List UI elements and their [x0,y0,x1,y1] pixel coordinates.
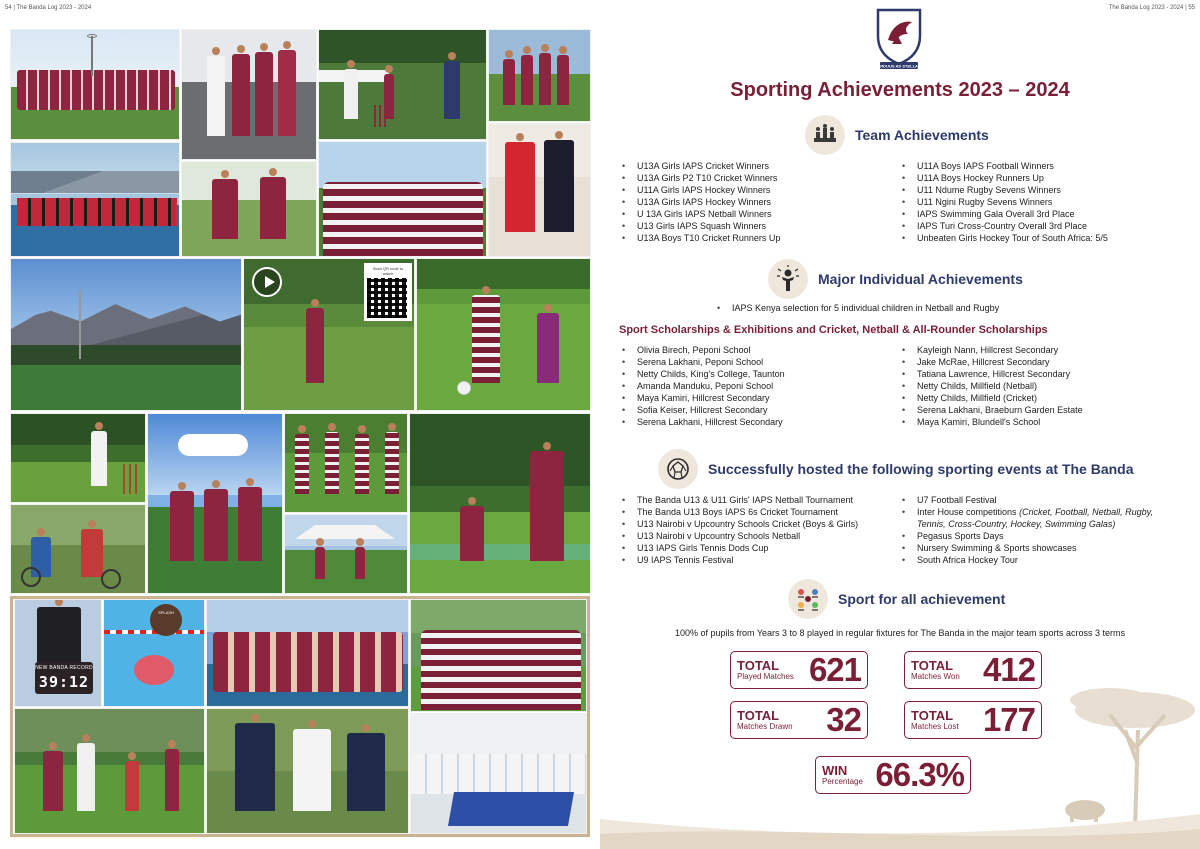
list-item-inter-house [900,506,1170,530]
photo-girls-hockey-sticks [147,413,283,594]
team-list-right [900,160,1108,244]
person-star-icon [768,259,808,299]
qr-code[interactable] [364,263,412,321]
hosted-title: Successfully hosted the following sporting events at The Banda [708,461,1134,477]
list-item: • Unbeaten Girls Hockey Tour of South Africa: 5/5 [900,232,1108,244]
list-item: • U11 Ngini Rugby Sevens Winners [900,196,1108,208]
scholarships-title: Sport Scholarships & Exhibitions and Cricket, Netball & All-Rounder Scholarships [619,324,1048,336]
list-item: • U11A Girls IAPS Hockey Winners [620,184,780,196]
list-item: • Kayleigh Nann, Hillcrest Secondary [900,344,1083,356]
hosted-heading [658,449,1134,489]
stat-value: 177 [982,701,1035,738]
photo-girls-squash [181,161,317,257]
list-item: • The Banda U13 & U11 Girls' IAPS Netball Tournament [620,494,858,506]
right-page [600,0,1200,849]
stat-label: TOTAL [737,657,780,673]
list-item: • Serena Lakhani, Hillcrest Secondary [620,416,785,428]
ball-icon [658,449,698,489]
folio-left: 54 | The Banda Log 2023 - 2024 [5,5,92,11]
scoreboard-label: NEW BANDA RECORD [35,665,93,671]
list-item: • Serena Lakhani, Braeburn Garden Estate [900,404,1083,416]
photo-boys-cricket-batting [318,29,487,140]
photo-swimmer-pool [103,599,205,707]
photo-girls-team-netball [10,29,180,140]
list-item: • The Banda U13 Boys IAPS 6s Cricket Tournament [620,506,858,518]
list-item: • U11A Boys IAPS Football Winners [900,160,1108,172]
scholarships-list-left [620,344,785,428]
list-item: • U13 IAPS Girls Tennis Dods Cup [620,542,858,554]
photo-scholarship-girls [206,708,409,834]
photo-rugby-girls-boys [410,599,587,712]
sport-for-all-text: 100% of pupils from Years 3 to 8 played in regular fixtures for The Banda in the major team sports across 3 terms [674,628,1126,638]
stat-label: TOTAL [911,707,954,723]
play-icon[interactable] [252,267,282,297]
stat-value: 621 [808,651,861,688]
stat-value: 412 [982,651,1035,688]
stat-label: TOTAL [911,657,954,673]
stat-label: WIN [822,762,848,778]
list-item: • IAPS Swimming Gala Overall 3rd Place [900,208,1108,220]
list-item: • U7 Football Festival [900,494,1170,506]
scoreboard-time: 39:12 [38,673,90,691]
stat-label: TOTAL [737,707,780,723]
trophy-icon [805,115,845,155]
list-item: • U13A Girls IAPS Hockey Winners [620,196,780,208]
stat-value: 32 [826,701,861,738]
list-item: • Netty Childs, King's College, Taunton [620,368,785,380]
individual-title: Major Individual Achievements [818,271,1023,287]
stat-value: 66.3% [875,756,964,793]
photo-netball-court [284,514,408,594]
team-achievements-title: Team Achievements [855,127,989,143]
photo-mountain-field [10,258,242,411]
photo-rugby-players [284,413,408,513]
scoreboard [35,662,93,694]
list-item: • U13 Nairobi v Upcountry Schools Netball [620,530,858,542]
team-achievements-heading [805,115,989,155]
stat-matches-won [904,651,1042,689]
stat-sublabel: Matches Drawn [737,721,793,731]
list-item: • Nursery Swimming & Sports showcases [900,542,1170,554]
sport-for-all-heading [788,579,1005,619]
scholarships-list-right [900,344,1083,428]
individual-heading [768,259,1023,299]
list-item: • U13 Nairobi v Upcountry Schools Cricket (Boys & Girls) [620,518,858,530]
list-item: • South Africa Hockey Tour [900,554,1170,566]
page-title: Sporting Achievements 2023 – 2024 [730,79,1070,101]
inter-house-label: Inter House competitions [917,507,1020,517]
stat-matches-drawn [730,701,868,739]
stat-sublabel: Percentage [822,776,863,786]
hosted-list-left [620,494,858,566]
stat-win-percentage [815,756,971,794]
list-item: • U11A Boys Hockey Runners Up [900,172,1108,184]
list-item: • Netty Childs, Millfield (Netball) [900,380,1083,392]
photo-swim-record [14,599,102,707]
individual-list [715,302,999,314]
sport-for-all-title: Sport for all achievement [838,591,1006,607]
list-item: • U9 IAPS Tennis Festival [620,554,858,566]
photo-netball-celebration [206,599,409,707]
list-item: • Netty Childs, Millfield (Cricket) [900,392,1083,404]
qr-caption: Scan QR code to watch [372,266,404,276]
list-item: • U 13A Girls IAPS Netball Winners [620,208,780,220]
list-item: • Olivia Birech, Peponi School [620,344,785,356]
list-item: • Sofia Keiser, Hillcrest Secondary [620,404,785,416]
list-item: • U13A Girls IAPS Cricket Winners [620,160,780,172]
list-item: • Maya Kamiri, Hillcrest Secondary [620,392,785,404]
list-item: • Amanda Manduku, Peponi School [620,380,785,392]
list-item: • Maya Kamiri, Blundell's School [900,416,1083,428]
photo-boys-team-field [488,29,591,122]
list-item: • U13A Girls P2 T10 Cricket Winners [620,172,780,184]
list-item: • U11 Ndume Rugby Sevens Winners [900,184,1108,196]
inter-house-sports: (Cricket, Football, Netball, Rugby, Tennis, Cross-Country, Hockey, Swimming Galas) [917,507,1153,529]
hosted-list-right [900,494,1170,566]
stat-sublabel: Played Matches [737,671,794,681]
list-item: • U13A Boys T10 Cricket Runners Up [620,232,780,244]
stat-matches-lost [904,701,1042,739]
list-item: • Serena Lakhani, Peponi School [620,356,785,368]
list-item: • Pegasus Sports Days [900,530,1170,542]
photo-girls-cross-country [488,123,591,257]
photo-girls-trophies [181,29,317,160]
team-list-left [620,160,780,244]
stat-sublabel: Matches Won [911,671,960,681]
list-item: • IAPS Kenya selection for 5 individual children in Netball and Rugby [715,302,999,314]
list-item: • IAPS Turi Cross-Country Overall 3rd Place [900,220,1108,232]
folio-right: The Banda Log 2023 - 2024 | 55 [1108,5,1195,11]
stat-sublabel: Matches Lost [911,721,959,731]
stat-played-matches [730,651,868,689]
photo-rugby-boys-group [318,141,487,257]
list-item: • Tatiana Lawrence, Hillcrest Secondary [900,368,1083,380]
list-item: • Jake McRae, Hillcrest Secondary [900,356,1083,368]
crest-motto: ARDUUS AD STELLAS [877,63,921,69]
swim-badge: SPLASH [150,604,182,636]
list-item: • U13 Girls IAPS Squash Winners [620,220,780,232]
photo-boys-cricket-keeper [14,708,205,834]
photo-boys-hockey-team [10,142,180,257]
group-sports-icon [788,579,828,619]
photo-kids-bikes [10,504,146,594]
photo-cricket-bowler [243,258,415,411]
photo-cricket-fielder [409,413,591,594]
photo-girl-batting [10,413,146,503]
photo-boys-cricket-medals [410,713,587,834]
photo-rugby-kick [416,258,591,411]
school-crest [874,6,924,70]
